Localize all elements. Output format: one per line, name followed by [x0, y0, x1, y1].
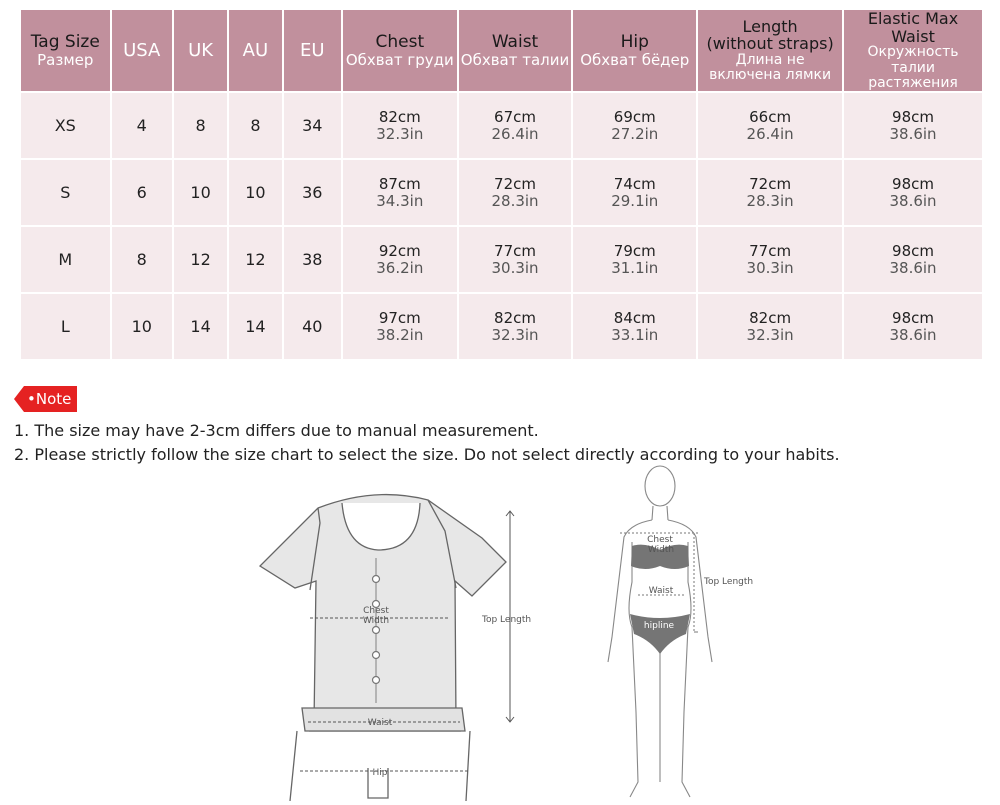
- row-au: 14: [229, 294, 281, 359]
- row-au: 8: [229, 93, 281, 158]
- body-top-length-label: Top Length: [704, 577, 754, 587]
- row-length-cm: 66cm: [749, 107, 792, 126]
- row-usa: 4: [112, 93, 172, 158]
- row-elastic-max-waist-in: 38.6in: [889, 124, 937, 143]
- header-label-ru: Обхват талии: [460, 50, 570, 69]
- body-hipline-label: hipline: [643, 621, 675, 631]
- row-chest-cm: 92cm: [378, 241, 421, 260]
- row-waist-cm: 72cm: [494, 174, 536, 193]
- note-badge: [14, 386, 77, 412]
- header-usa: [112, 10, 172, 91]
- row-waist-in: 28.3in: [491, 191, 539, 210]
- row-waist-cm: 77cm: [494, 241, 536, 260]
- row-hip-cm: 84cm: [613, 308, 656, 327]
- header-elastic-max-waist: [844, 10, 982, 91]
- shirt-top-length-label: Top Length: [482, 615, 532, 625]
- row-elastic-max-waist-cm: 98cm: [892, 241, 934, 260]
- row-chest: [343, 93, 457, 158]
- row-elastic-max-waist-in: 38.6in: [889, 325, 937, 344]
- row-chest-cm: 97cm: [378, 308, 421, 327]
- row-elastic-max-waist-cm: 98cm: [892, 308, 934, 327]
- header-length: [698, 10, 842, 91]
- row-chest-in: 32.3in: [376, 124, 424, 143]
- row-elastic-max-waist: [844, 160, 982, 225]
- header-label: Elastic Max Waist: [867, 10, 959, 46]
- header-label: AU: [242, 39, 269, 61]
- row-chest-cm: 82cm: [378, 107, 421, 126]
- row-waist: [459, 93, 572, 158]
- header-label: USA: [123, 39, 161, 61]
- header-au: [229, 10, 281, 91]
- row-waist: [459, 160, 572, 225]
- row-hip: [573, 294, 696, 359]
- header-row: [21, 10, 982, 91]
- header-eu: [284, 10, 341, 91]
- header-label-ru: Окружность талии: [867, 44, 959, 76]
- shirt-hip-label: Hip: [372, 768, 388, 778]
- shirt-illustration: [250, 478, 550, 801]
- note-arrow-shape: [14, 386, 24, 412]
- header-label: Tag Size: [30, 32, 100, 53]
- row-eu: 40: [284, 294, 341, 359]
- row-elastic-max-waist-in: 38.6in: [889, 258, 937, 277]
- header-label: EU: [299, 39, 325, 61]
- row-usa: 8: [112, 227, 172, 292]
- row-chest: [343, 294, 457, 359]
- row-hip: [573, 93, 696, 158]
- header-label: Length: [742, 16, 798, 36]
- row-hip-cm: 74cm: [613, 174, 656, 193]
- row-uk: 12: [174, 227, 227, 292]
- row-length: [698, 160, 842, 225]
- row-eu: 34: [284, 93, 341, 158]
- header-label: UK: [188, 39, 214, 61]
- header-label: Hip: [620, 32, 649, 53]
- row-length-in: 32.3in: [746, 325, 794, 344]
- header-label: Waist: [491, 32, 539, 53]
- header-label-ru: Обхват бёдер: [580, 50, 690, 69]
- row-uk: 10: [174, 160, 227, 225]
- body-illustration: [590, 462, 780, 801]
- header-label-ru: Длина не: [735, 51, 805, 68]
- row-usa: 6: [112, 160, 172, 225]
- size-chart-table: [19, 8, 984, 361]
- row-chest: [343, 160, 457, 225]
- row-usa: 10: [112, 294, 172, 359]
- row-size: L: [21, 294, 110, 359]
- row-size: XS: [21, 93, 110, 158]
- row-elastic-max-waist: [844, 93, 982, 158]
- row-chest-in: 34.3in: [376, 191, 424, 210]
- header-chest: [343, 10, 457, 91]
- row-elastic-max-waist: [844, 294, 982, 359]
- body-measurement-figure: [590, 462, 780, 801]
- row-size: M: [21, 227, 110, 292]
- row-length: [698, 294, 842, 359]
- row-length-cm: 82cm: [749, 308, 792, 327]
- row-elastic-max-waist-in: 38.6in: [889, 191, 937, 210]
- row-length-cm: 77cm: [749, 241, 792, 260]
- row-length-in: 26.4in: [746, 124, 794, 143]
- row-length: [698, 93, 842, 158]
- row-elastic-max-waist-cm: 98cm: [892, 107, 934, 126]
- row-au: 12: [229, 227, 281, 292]
- header-label-ru: Размер: [37, 50, 94, 69]
- shirt-chest-label-2: Width: [362, 616, 390, 626]
- header-label-2: (without straps): [706, 34, 834, 54]
- header-uk: [174, 10, 227, 91]
- body-chest-label-1: Chest: [647, 535, 673, 545]
- row-eu: 38: [284, 227, 341, 292]
- header-hip: [573, 10, 696, 91]
- row-hip-in: 27.2in: [611, 124, 659, 143]
- row-chest-in: 38.2in: [376, 325, 424, 344]
- row-length: [698, 227, 842, 292]
- header-label-ru-2: растяжения: [868, 74, 958, 91]
- row-hip-in: 31.1in: [611, 258, 659, 277]
- row-waist-cm: 67cm: [494, 107, 536, 126]
- row-length-in: 28.3in: [746, 191, 794, 210]
- header-waist: [459, 10, 572, 91]
- row-chest: [343, 227, 457, 292]
- row-uk: 14: [174, 294, 227, 359]
- body-chest-label-2: Width: [647, 545, 675, 555]
- row-uk: 8: [174, 93, 227, 158]
- table-row: [21, 160, 982, 225]
- row-hip-in: 29.1in: [611, 191, 659, 210]
- header-label: Chest: [375, 32, 425, 53]
- header-tag-size: [21, 10, 110, 91]
- row-waist-in: 26.4in: [491, 124, 539, 143]
- row-hip: [573, 227, 696, 292]
- shirt-measurement-figure: [250, 478, 550, 801]
- shirt-chest-label-1: Chest: [363, 606, 389, 616]
- note-line-1: 1. The size may have 2-3cm differs due to manual measurement.: [14, 421, 539, 440]
- header-label-ru: Обхват груди: [345, 50, 454, 69]
- body-waist-label: Waist: [648, 586, 674, 596]
- row-hip: [573, 160, 696, 225]
- table-row: [21, 294, 982, 359]
- row-waist: [459, 294, 572, 359]
- row-length-cm: 72cm: [749, 174, 792, 193]
- row-au: 10: [229, 160, 281, 225]
- row-elastic-max-waist-cm: 98cm: [892, 174, 934, 193]
- row-length-in: 30.3in: [746, 258, 794, 277]
- table-row: [21, 227, 982, 292]
- row-eu: 36: [284, 160, 341, 225]
- table-row: [21, 93, 982, 158]
- shirt-waist-label: Waist: [367, 718, 393, 728]
- row-elastic-max-waist: [844, 227, 982, 292]
- header-label-ru-2: включена лямки: [709, 67, 832, 84]
- row-size: S: [21, 160, 110, 225]
- row-chest-cm: 87cm: [378, 174, 421, 193]
- row-hip-cm: 79cm: [613, 241, 656, 260]
- row-waist: [459, 227, 572, 292]
- row-waist-cm: 82cm: [494, 308, 536, 327]
- table-body: [21, 93, 982, 359]
- row-hip-in: 33.1in: [611, 325, 659, 344]
- note-label: •Note: [24, 386, 77, 412]
- note-line-2: 2. Please strictly follow the size chart to select the size. Do not select directly according to your habits.: [14, 445, 840, 464]
- row-waist-in: 30.3in: [491, 258, 539, 277]
- row-hip-cm: 69cm: [613, 107, 656, 126]
- row-waist-in: 32.3in: [491, 325, 539, 344]
- row-chest-in: 36.2in: [376, 258, 424, 277]
